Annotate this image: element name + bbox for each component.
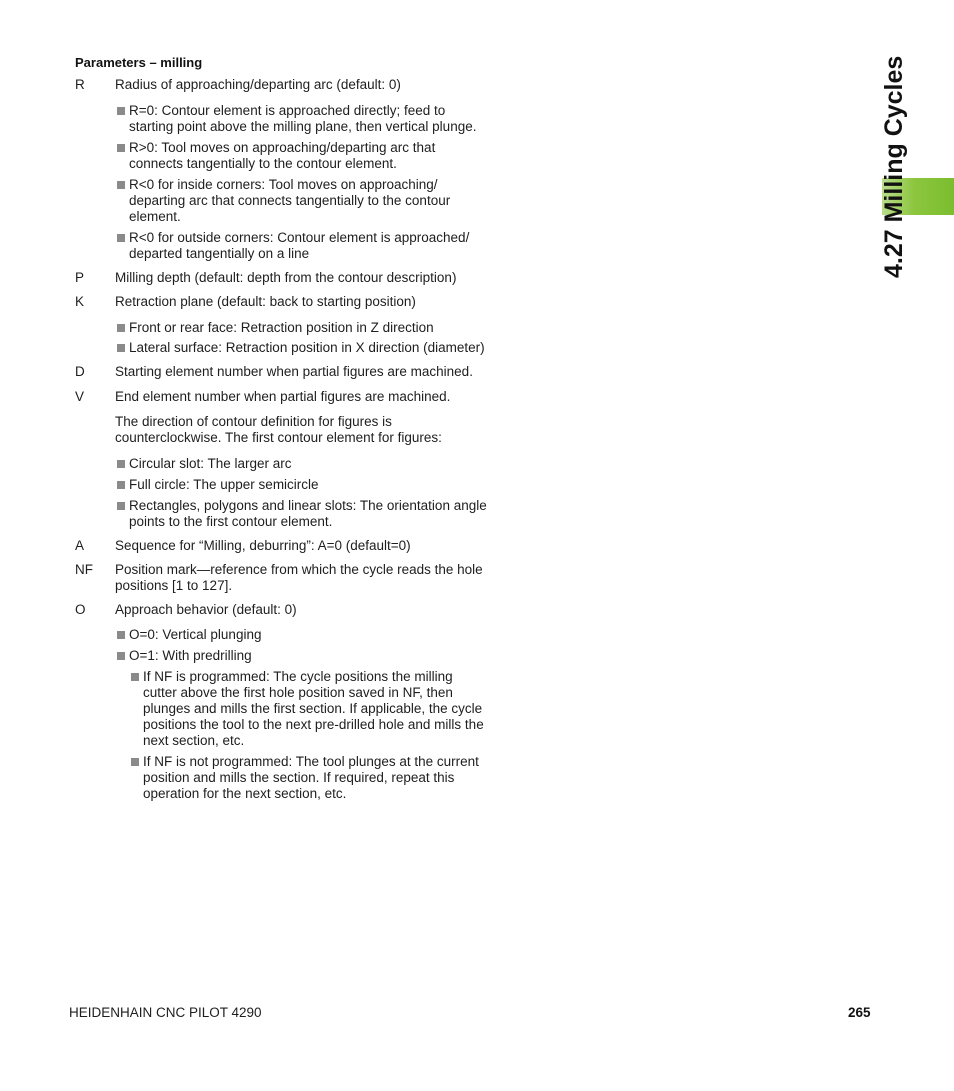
o-bullet-1: O=0: Vertical plunging [129,627,262,642]
o-sub-bullet-1-line-2: cutter above the first hole position saved in NF, then [143,685,453,700]
r-bullet-1-line-2: starting point above the milling plane, then vertical plunge. [129,119,477,134]
param-desc-d: Starting element number when partial figures are machined. [115,364,473,379]
r-bullet-4-line-1: R<0 for outside corners: Contour element is approached/ [129,230,470,245]
param-key-o: O [75,602,86,617]
r-bullet-3-line-1: R<0 for inside corners: Tool moves on approaching/ [129,177,438,192]
param-key-d: D [75,364,85,379]
o-sub-bullet-2-line-2: position and mills the section. If required, repeat this [143,770,455,785]
chapter-title: 4.27 Milling Cycles [880,55,908,278]
bullet-icon [117,107,125,115]
o-sub-bullet-2-line-3: operation for the next section, etc. [143,786,347,801]
k-bullet-1: Front or rear face: Retraction position in Z direction [129,320,434,335]
param-desc-p: Milling depth (default: depth from the contour description) [115,270,457,285]
bullet-icon [131,673,139,681]
r-bullet-2-line-2: connects tangentially to the contour element. [129,156,397,171]
section-heading: Parameters – milling [75,55,203,70]
k-bullet-2: Lateral surface: Retraction position in X direction (diameter) [129,340,485,355]
bullet-icon [131,758,139,766]
param-key-p: P [75,270,85,285]
param-desc-a: Sequence for “Milling, deburring”: A=0 (default=0) [115,538,411,553]
v-bullet-2: Full circle: The upper semicircle [129,477,319,492]
param-desc-r: Radius of approaching/departing arc (default: 0) [115,77,401,92]
r-bullet-4-line-2: departed tangentially on a line [129,246,310,261]
footer-product-name: HEIDENHAIN CNC PILOT 4290 [69,1005,262,1020]
o-sub-bullet-1-line-4: positions the tool to the next pre-drilled hole and mills the [143,717,484,732]
bullet-icon [117,234,125,242]
param-desc-nf-line-1: Position mark—reference from which the cycle reads the hole [115,562,483,577]
o-sub-bullet-2-line-1: If NF is not programmed: The tool plunges at the current [143,754,479,769]
o-bullet-2: O=1: With predrilling [129,648,252,663]
o-sub-bullet-1-line-3: plunges and mills the first section. If applicable, the cycle [143,701,483,716]
param-key-k: K [75,294,85,309]
bullet-icon [117,481,125,489]
v-note-line-2: counterclockwise. The first contour element for figures: [115,430,442,445]
r-bullet-1-line-1: R=0: Contour element is approached directly; feed to [129,103,446,118]
v-bullet-3-line-2: points to the first contour element. [129,514,333,529]
bullet-icon [117,460,125,468]
v-note-line-1: The direction of contour definition for figures is [115,414,392,429]
r-bullet-3-line-2: departing arc that connects tangentially to the contour [129,193,451,208]
bullet-icon [117,344,125,352]
param-key-nf: NF [75,562,93,577]
param-desc-o: Approach behavior (default: 0) [115,602,297,617]
param-key-v: V [75,389,85,404]
param-desc-v: End element number when partial figures are machined. [115,389,451,404]
r-bullet-2-line-1: R>0: Tool moves on approaching/departing arc that [129,140,436,155]
bullet-icon [117,631,125,639]
bullet-icon [117,181,125,189]
bullet-icon [117,144,125,152]
o-sub-bullet-1-line-5: next section, etc. [143,733,245,748]
o-sub-bullet-1-line-1: If NF is programmed: The cycle positions the milling [143,669,453,684]
param-desc-nf-line-2: positions [1 to 127]. [115,578,233,593]
bullet-icon [117,502,125,510]
page-number: 265 [848,1005,871,1020]
v-bullet-1: Circular slot: The larger arc [129,456,292,471]
r-bullet-3-line-3: element. [129,209,181,224]
param-desc-k: Retraction plane (default: back to starting position) [115,294,416,309]
bullet-icon [117,324,125,332]
bullet-icon [117,652,125,660]
param-key-r: R [75,77,85,92]
v-bullet-3-line-1: Rectangles, polygons and linear slots: The orientation angle [129,498,487,513]
param-key-a: A [75,538,85,553]
